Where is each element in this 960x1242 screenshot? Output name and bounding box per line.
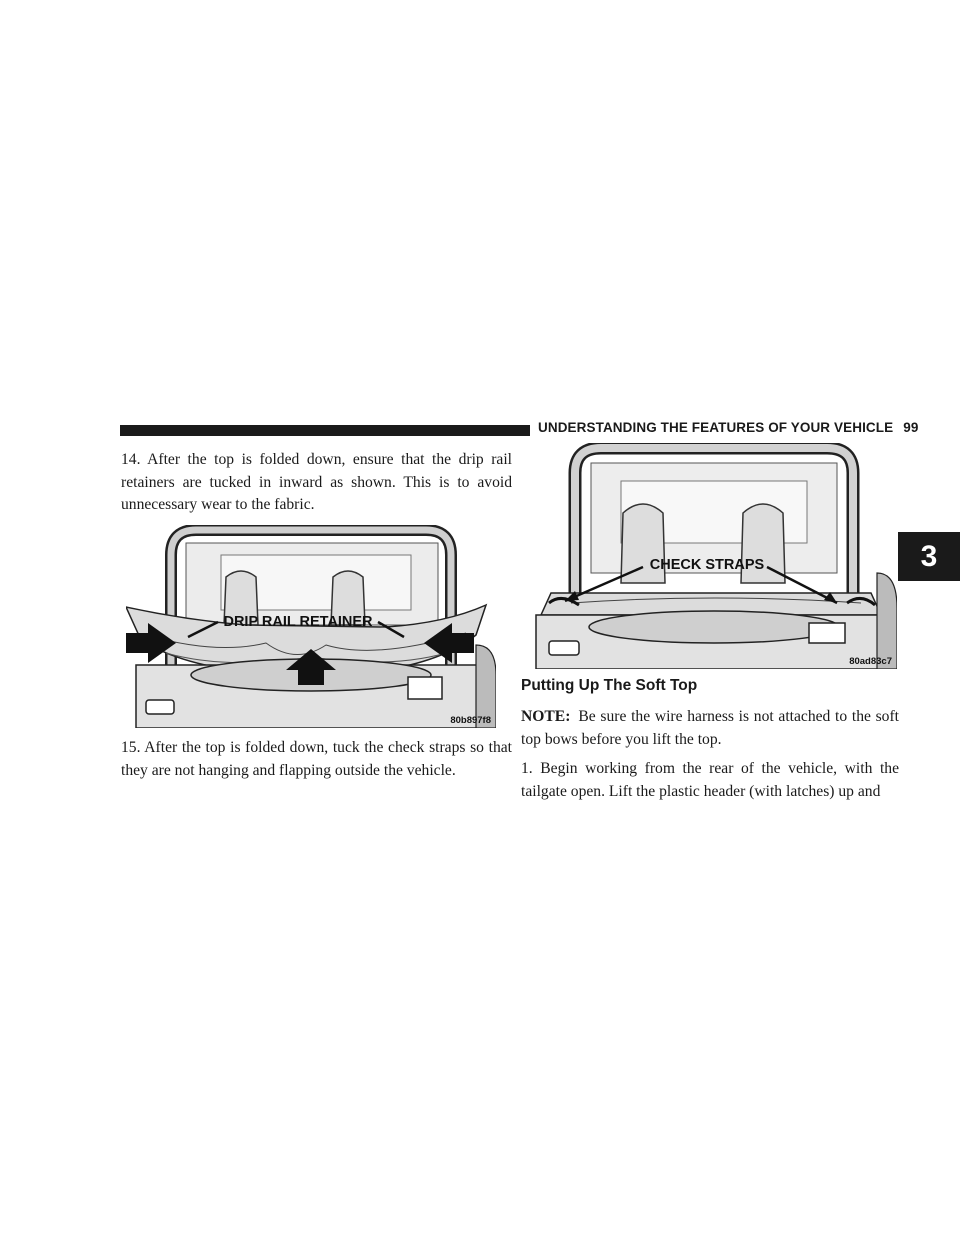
step-15-paragraph: 15. After the top is folded down, tuck the check straps so that they are not hanging and flapping outside the vehicle. [121,739,512,779]
section-title: UNDERSTANDING THE FEATURES OF YOUR VEHICLE [538,420,894,435]
page-number: 99 [903,420,919,435]
step-1-paragraph: 1. Begin working from the rear of the vehicle, with the tailgate open. Lift the plastic header (with latches) up and [521,760,899,800]
running-header [538,420,918,435]
drip-rail-figure [126,525,496,728]
figure2-code: 80ad83c7 [849,656,892,667]
drip-rail-callout: DRIP RAIL RETAINER [223,614,373,630]
note-label: NOTE: [521,708,571,725]
check-straps-figure [531,443,897,669]
figure1-code: 80b897f8 [450,715,491,726]
section-heading: Putting Up The Soft Top [521,677,698,694]
note-text: Be sure the wire harness is not attached to the soft top bows before you lift the top. [521,708,899,748]
header-rule [120,425,530,436]
step-14-paragraph: 14. After the top is folded down, ensure that the drip rail retainers are tucked in inward as shown. This is to avoid unnecessary wear to the fabric. [121,451,512,513]
chapter-tab: 3 [898,532,960,581]
note-paragraph [521,706,899,751]
check-straps-callout: CHECK STRAPS [649,557,765,573]
